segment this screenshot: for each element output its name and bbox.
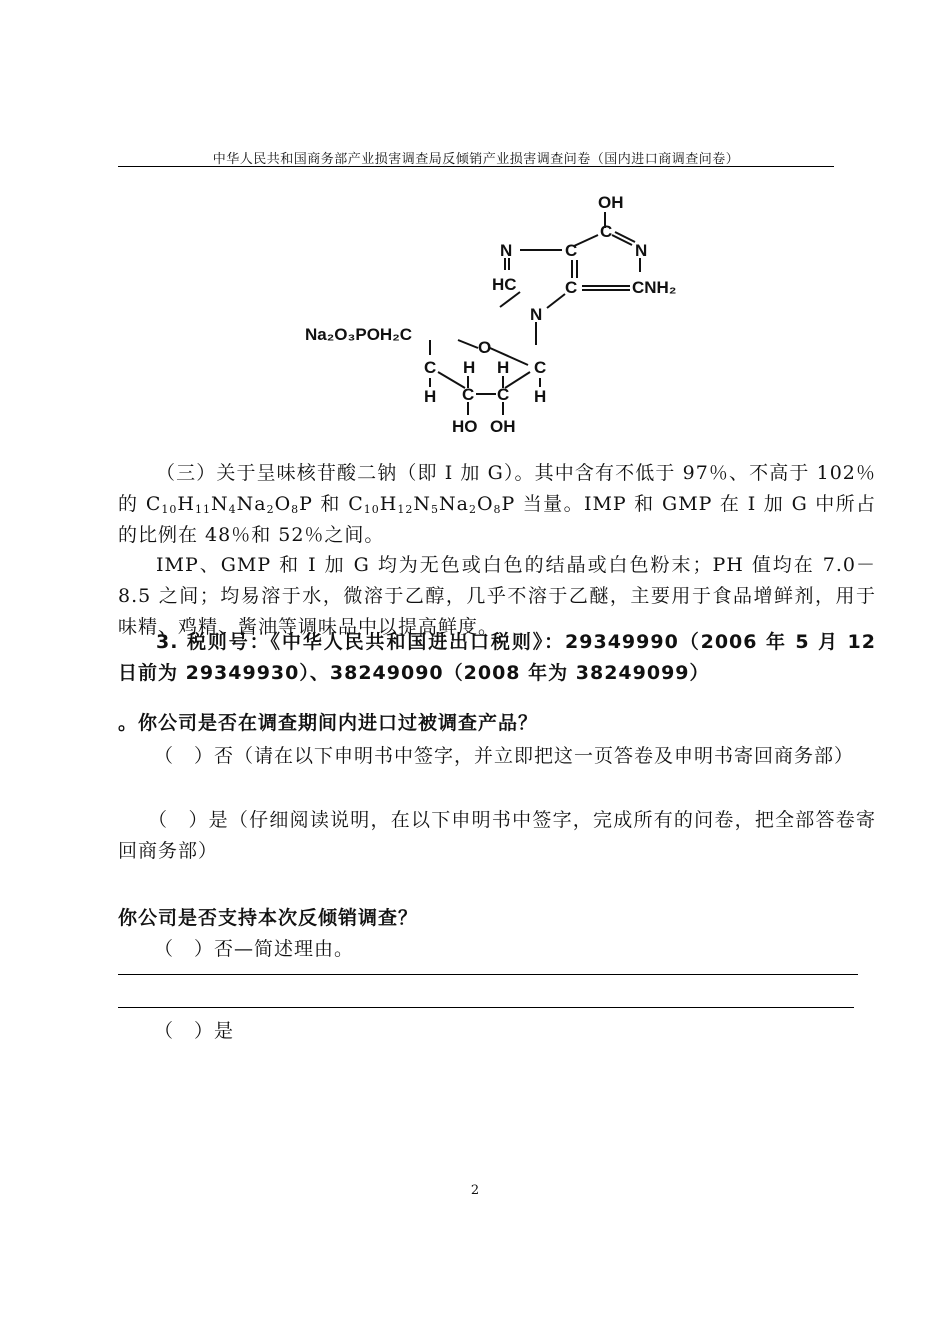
- reason-line-2[interactable]: [118, 1007, 854, 1008]
- option-import-yes[interactable]: （ ）是（仔细阅读说明，在以下申明书中签字，完成所有的问卷，把全部答卷寄回商务部）: [118, 809, 876, 862]
- label-h1: H: [463, 358, 476, 377]
- option-import-no[interactable]: （ ）否（请在以下申明书中签字，并立即把这一页答卷及申明书寄回商务部）: [154, 745, 855, 767]
- label-oh: OH: [490, 417, 516, 436]
- label-n-left: N: [500, 241, 513, 260]
- label-ho: HO: [452, 417, 478, 436]
- label-c-top: C: [600, 222, 613, 241]
- label-oh-top: OH: [598, 193, 624, 212]
- label-c-left: C: [424, 358, 437, 377]
- label-cnh2: CNH₂: [632, 278, 677, 297]
- option-support-no[interactable]: （ ）否—简述理由。: [154, 938, 355, 960]
- paragraph-properties: IMP、GMP 和 I 加 G 均为无色或白色的结晶或白色粉末；PH 值均在 7.0－8.5 之间；均易溶于水，微溶于乙醇，几乎不溶于乙醚，主要用于食品增鲜剂，用于味精、鸡精、酱油等调味品中以提高鲜度。: [118, 554, 876, 638]
- tariff-number-text: 3. 税则号：《中华人民共和国进出口税则》：29349990（2006 年 5 月 12 日前为 29349930）、38249090（2008 年为 38249099）: [118, 631, 876, 684]
- label-h-right: H: [534, 387, 547, 406]
- label-n-right: N: [635, 241, 648, 260]
- reason-line-1[interactable]: [118, 974, 858, 975]
- label-h2: H: [497, 358, 510, 377]
- page-number: 2: [470, 1183, 480, 1198]
- label-c-lower: C: [565, 278, 578, 297]
- paragraph-i-plus-g-definition: （三）关于呈味核苷酸二钠（即 I 加 G）。其中含有不低于 97％、不高于 102％的 $C_{10}H_{11}N_4Na_2O_8P$ 和 $C_{10}H_{12}N_5Na_2O_8P$ 当量。IMP 和 GMP 在 I 加 G 中所占的比例在 48％和 52％之间。: [118, 462, 877, 546]
- label-n-glyco: N: [530, 305, 543, 324]
- label-side-chain: Na₂O₃POH₂C: [305, 325, 413, 344]
- label-hc: HC: [492, 275, 517, 294]
- molecule-structure-diagram: [300, 190, 700, 440]
- label-h-left: H: [424, 387, 437, 406]
- header-rule: [118, 166, 834, 167]
- question-import: 。你公司是否在调查期间内进口过被调查产品？: [118, 712, 539, 734]
- label-o-ring: O: [478, 338, 492, 357]
- option-support-yes[interactable]: （ ）是: [154, 1020, 235, 1042]
- label-c-mid: C: [565, 241, 578, 260]
- label-c-b1: C: [462, 385, 475, 404]
- label-c-b2: C: [497, 385, 510, 404]
- label-c-right: C: [534, 358, 547, 377]
- page-header: 中华人民共和国商务部产业损害调查局反倾销产业损害调查问卷（国内进口商调查问卷）: [212, 152, 740, 167]
- question-support: 你公司是否支持本次反倾销调查？: [118, 907, 419, 929]
